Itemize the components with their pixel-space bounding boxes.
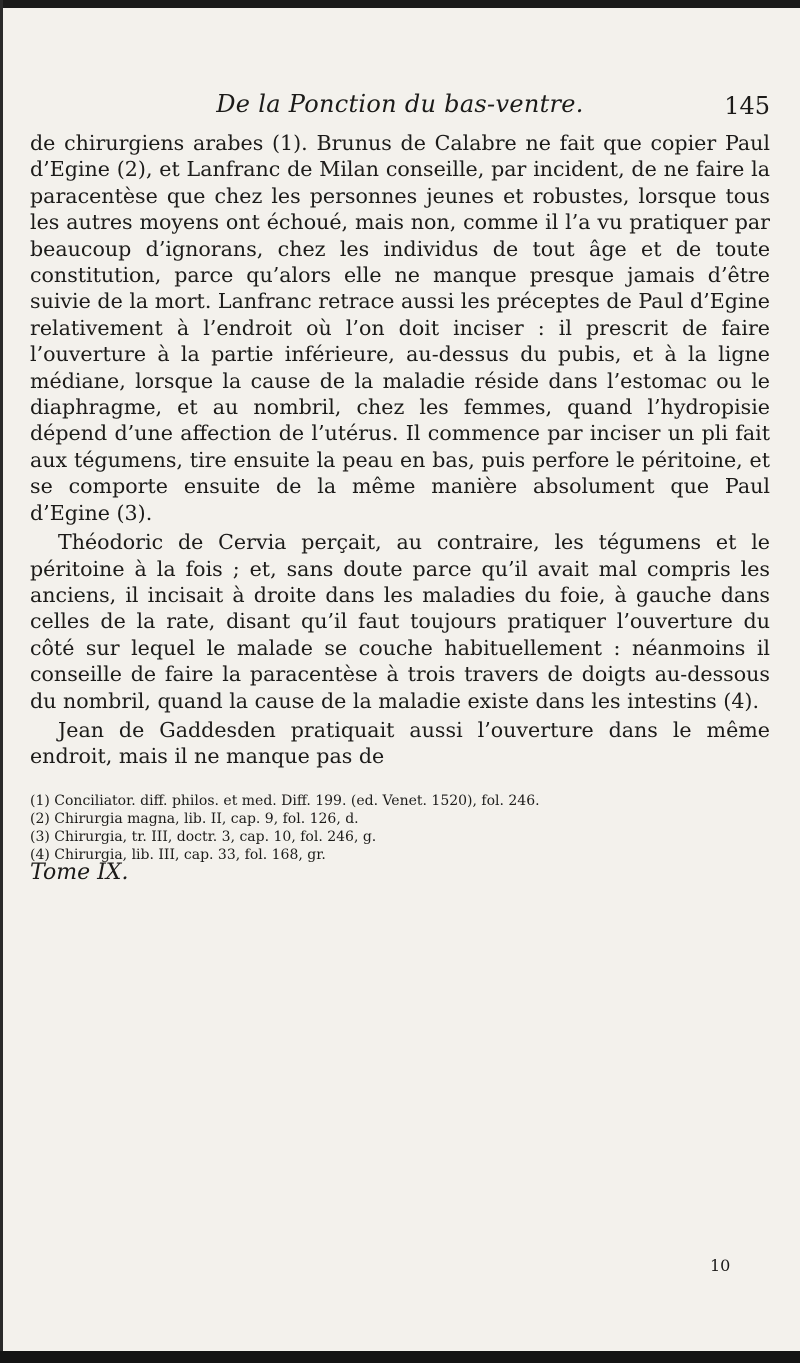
page-number: 145 (724, 92, 770, 120)
footnotes (30, 792, 770, 885)
body-text (30, 130, 770, 770)
scan-top-edge (0, 0, 800, 8)
scan-bottom-edge (0, 1351, 800, 1363)
book-page (30, 90, 770, 885)
footnote: (2) Chirurgia magna, lib. II, cap. 9, fol. 126, d. (30, 810, 359, 827)
signature-mark: 10 (710, 1256, 731, 1275)
paragraph: Théodoric de Cervia perçait, au contraire, les tégumens et le péritoine à la fois ; et, sans doute parce qu’il avait mal compris les anciens, il incisait à droite dans les maladies du foie, à gauche dans celles de la rate, disant qu’il faut toujours pratiquer l’ouverture du côté sur lequel le malade se couche habituellement : néanmoins il conseille de faire la paracentèse à trois travers de doigts au-dessous du nombril, quand la cause de la maladie existe dans les intestins (4). (30, 530, 770, 713)
footnote: (3) Chirurgia, tr. III, doctr. 3, cap. 10, fol. 246, g. (30, 828, 377, 845)
footnote: (1) Conciliator. diff. philos. et med. Diff. 199. (ed. Venet. 1520), fol. 246. (30, 792, 540, 809)
running-title: De la Ponction du bas-ventre. (216, 90, 584, 118)
paragraph: de chirurgiens arabes (1). Brunus de Calabre ne fait que copier Paul d’Egine (2), et Lanfranc de Milan conseille, par incident, de ne faire la paracentèse que chez les personnes jeunes et robustes, lorsque tous les autres moyens ont échoué, mais non, comme il l’a vu pratiquer par beaucoup d’ignorans, chez les individus de tout âge et de toute constitution, parce qu’alors elle ne manque presque jamais d’être suivie de la mort. Lanfranc retrace aussi les préceptes de Paul d’Egine relativement à l’endroit où l’on doit inciser : il prescrit de faire l’ouverture à la partie inférieure, au-dessus du pubis, et à la ligne médiane, lorsque la cause de la maladie réside dans l’estomac ou le diaphragme, et au nombril, chez les femmes, quand l’hydropisie dépend d’une affection de l’utérus. Il commence par inciser un pli fait aux tégumens, tire ensuite la peau en bas, puis perfore le péritoine, et se comporte ensuite de la même manière absolument que Paul d’Egine (3). (30, 131, 770, 525)
paragraph: Jean de Gaddesden pratiquait aussi l’ouverture dans le même endroit, mais il ne manque pas de (30, 717, 770, 769)
tome-label: Tome IX. (30, 859, 129, 885)
scan-left-edge (0, 0, 3, 1363)
page-header (30, 90, 770, 130)
footnote: (4) Chirurgia, lib. III, cap. 33, fol. 168, gr. (30, 846, 326, 863)
